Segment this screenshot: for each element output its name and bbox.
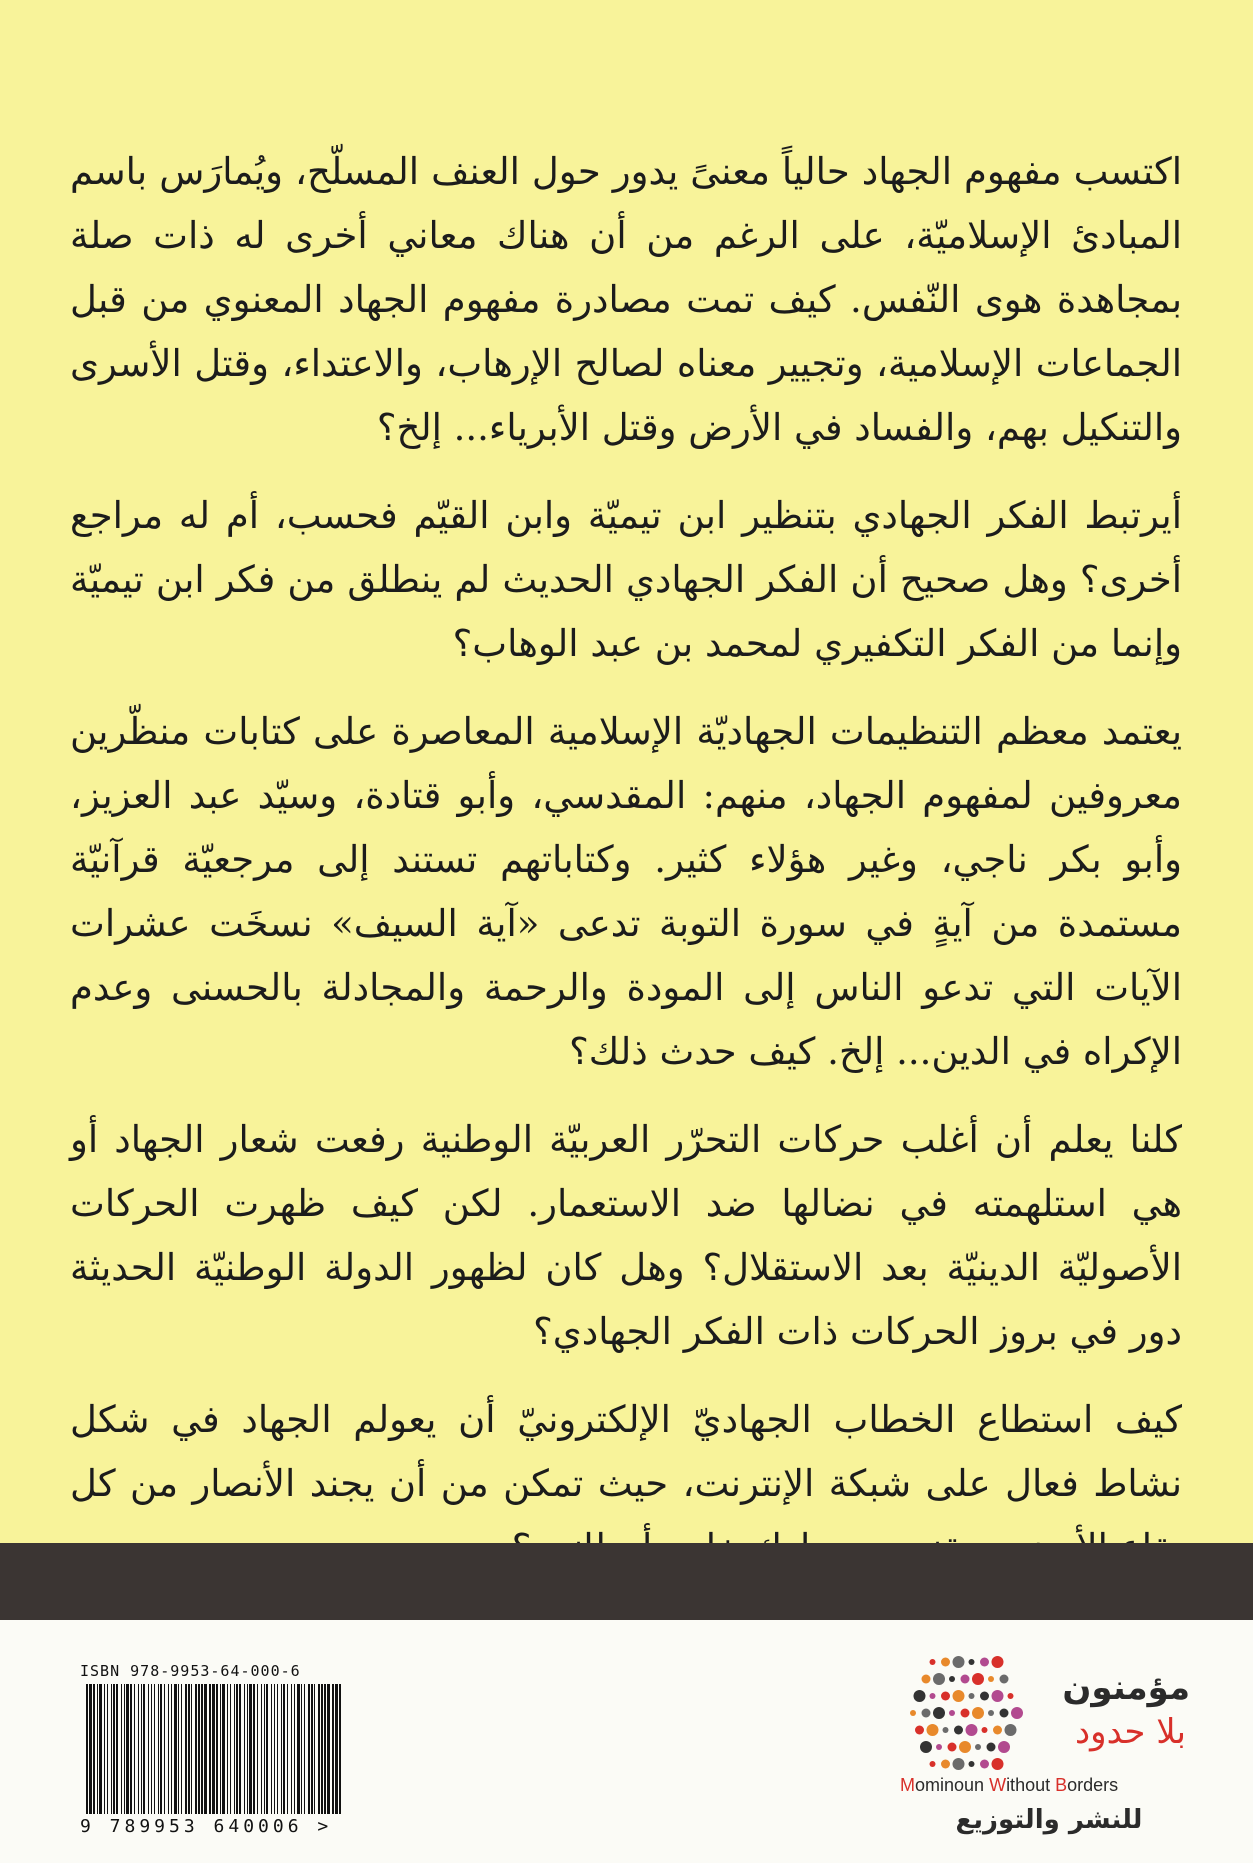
paragraph-5: كيف استطاع الخطاب الجهاديّ الإلكترونيّ أن يعولم الجهاد في شكل نشاط فعال على شبكة الإنترنت، حيث تمكن من أن يجند الأنصار من كل xyxy=(70,1398,1182,1505)
publisher-name-ar: مؤمنون xyxy=(1062,1668,1190,1708)
publisher-name-ar-sub: بلا حدود xyxy=(1075,1712,1186,1752)
publisher-name-en xyxy=(900,1775,1118,1796)
paragraph-2: أيرتبط الفكر الجهادي بتنظير ابن تيميّة وابن القيّم فحسب، أم له مراجع أخرى؟ وهل صحيح أن الفكر الجهادي الحديث لم ينطلق من فكر ابن تيميّة وإنما من الفكر التكفيري لمحمد بن عبد الوهاب؟ xyxy=(70,494,1182,665)
publisher-name-en-3: W xyxy=(989,1775,1007,1795)
paragraph-4: كلنا يعلم أن أغلب حركات التحرّر العربيّة الوطنية رفعت شعار الجهاد أو هي استلهمته في نضالها ضد الاستعمار. لكن كيف ظهرت الحركات الأصوليّة الدينيّة بعد الاستقلال؟ وهل كان لظهور الدولة الوطنيّة الحديثة دور في بروز الحركات ذات الفكر الجهادي؟ xyxy=(70,1118,1182,1353)
publisher-name-en-1: M xyxy=(900,1775,915,1795)
barcode xyxy=(80,1662,348,1842)
isbn-label: ISBN 978-9953-64-000-6 xyxy=(80,1662,301,1680)
publisher-logo xyxy=(900,1650,1200,1850)
publisher-name-en-4: ithout xyxy=(1006,1775,1056,1795)
paragraph-3: يعتمد معظم التنظيمات الجهاديّة الإسلامية المعاصرة على كتابات منظّرين معروفين لمفهوم الجهاد، منهم: المقدسي، وأبو قتادة، وسيّد عبد العزيز، وأبو بكر ناجي، وغير هؤلاء كثير. وكتاباتهم تستند إلى مرجعيّة قرآنيّة مستمدة من آيةٍ في سورة التوبة تدعى «آية السيف» نسخَت عشرات الآيات التي تدعو الناس إلى المودة والرحمة والمجادلة بالحسنى وعدم الإكراه في الدين... إلخ. كيف حدث ذلك؟ xyxy=(70,710,1182,1073)
blurb-text xyxy=(70,140,1182,1604)
paragraph-1: اكتسب مفهوم الجهاد حالياً معنىً يدور حول العنف المسلّح، ويُمارَس باسم المبادئ الإسلاميّة، على الرغم من أن هناك معاني أخرى له ذات صلة بمجاهدة هوى النّفس. كيف تمت مصادرة مفهوم الجهاد المعنوي من قبل الجماعات الإسلامية، وتجيير معناه لصالح الإرهاب، والاعتداء، وقتل الأسرى والتنكيل بهم، والفساد في الأرض وقتل الأبرياء... إلخ؟ xyxy=(70,150,1182,449)
publisher-name-en-5: B xyxy=(1055,1775,1068,1795)
divider-band xyxy=(0,1543,1253,1620)
barcode-icon xyxy=(86,1684,342,1814)
publisher-tagline: للنشر والتوزيع xyxy=(955,1805,1143,1835)
publisher-dot-logo-icon xyxy=(900,1650,1030,1780)
isbn-digits: 9 789953 640006 > xyxy=(80,1816,333,1837)
publisher-name-en-6: orders xyxy=(1067,1775,1119,1795)
publisher-name-en-2: ominoun xyxy=(915,1775,990,1795)
